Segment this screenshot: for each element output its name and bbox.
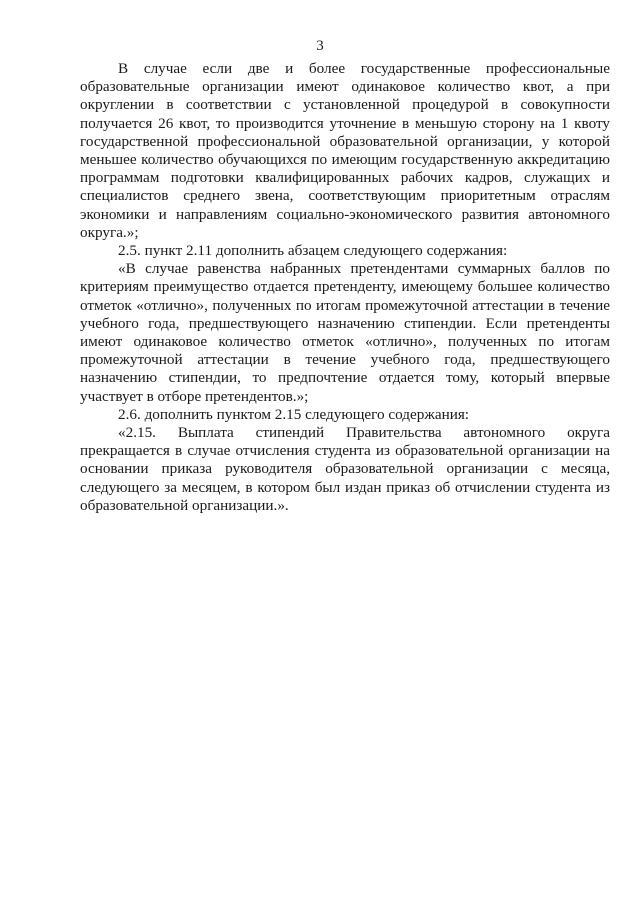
paragraph-item-2-15: «2.15. Выплата стипендий Правительства автономного округа прекращается в случае отчисления студента из образовательной организации на основании приказа руководителя образовательной организации с месяца, следующего за месяцем, в котором был издан приказ об отчислении студента из образовательной организации.». (80, 424, 610, 514)
paragraph-quota-rounding: В случае если две и более государственные профессиональные образовательные организации имеют одинаковое количество квот, а при округлении в соответствии с установленной процедурой в совокупности получается 26 квот, то производится уточнение в меньшую сторону на 1 квоту государственной профессиональной образовательной организации, у которой меньшее количество обучающихся по имеющим государственную аккредитацию программам подготовки квалифицированных рабочих кадров, служащих и специалистов среднего звена, соответствующим приоритетным отраслям экономики и направлениям социально-экономического развития автономного округа.»; (80, 60, 610, 241)
paragraph-item-2-6: 2.6. дополнить пунктом 2.15 следующего содержания: (118, 405, 470, 423)
paragraph-item-2-5: 2.5. пункт 2.11 дополнить абзацем следующего содержания: (118, 242, 508, 260)
document-body (80, 60, 610, 515)
paragraph-equal-scores: «В случае равенства набранных претендентами суммарных баллов по критериям преимущество отдается претенденту, имеющему большее количество отметок «отлично», полученных по итогам промежуточной аттестации в течение учебного года, предшествующего назначению стипендии. Если претенденты имеют одинаковое количество отметок «отлично», полученных по итогам промежуточной аттестации в течение учебного года, предшествующего назначению стипендии, то предпочтение отдается тому, который впервые участвует в отборе претендентов.»; (80, 260, 610, 405)
page-number: 3 (316, 38, 324, 54)
